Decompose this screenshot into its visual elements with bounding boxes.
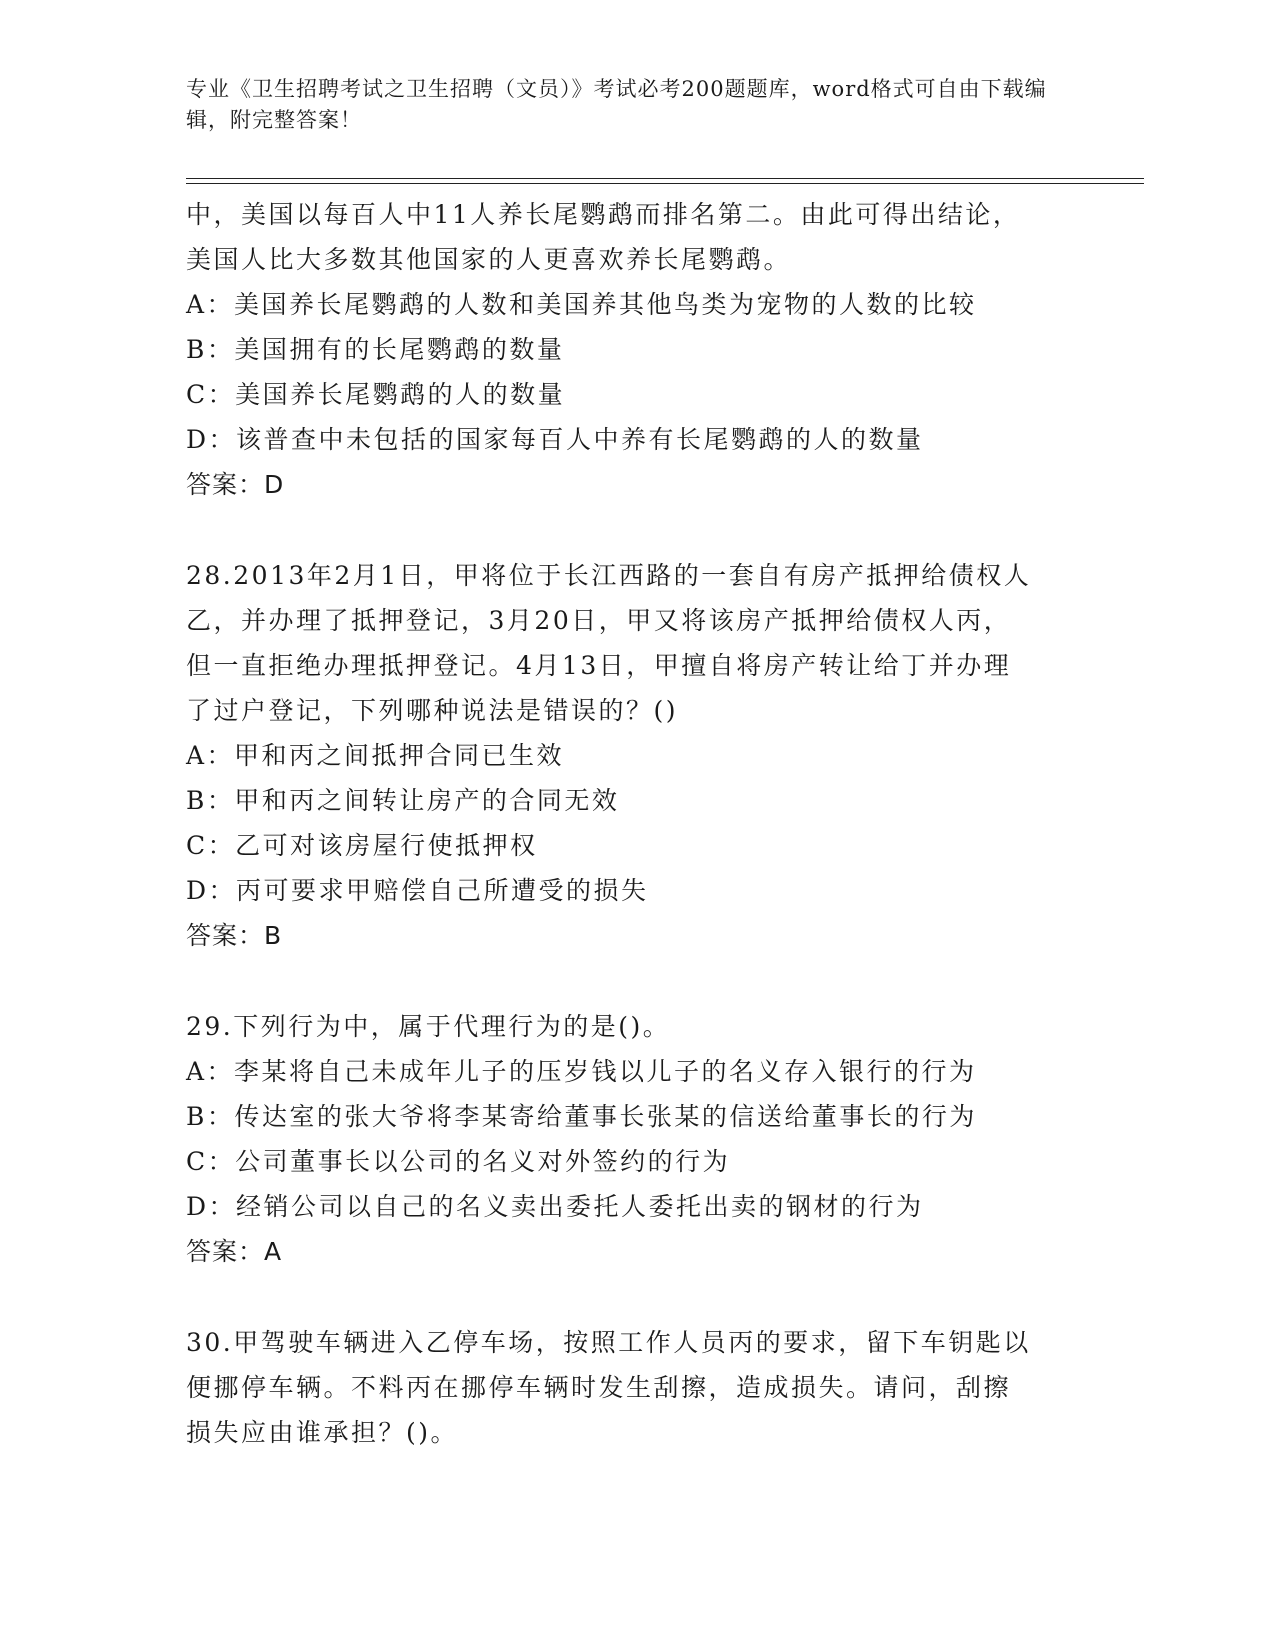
header-divider-bottom [186,183,1144,184]
question-stem-line: 28.2013年2月1日，甲将位于长江西路的一套自有房产抵押给债权人 [186,561,1032,590]
answer-line: 答案：B [186,921,283,950]
header-divider-top [186,178,1144,179]
question-27-continuation [186,192,1086,507]
question-stem-line: 美国人比大多数其他国家的人更喜欢养长尾鹦鹉。 [186,245,792,274]
option-b: B：甲和丙之间转让房产的合同无效 [186,786,620,815]
question-stem-line: 损失应由谁承担？()。 [186,1418,459,1447]
option-d: D：经销公司以自己的名义卖出委托人委托出卖的钢材的行为 [186,1192,924,1221]
question-stem-line: 但一直拒绝办理抵押登记。4月13日，甲擅自将房产转让给丁并办理 [186,651,1012,680]
option-c: C：美国养长尾鹦鹉的人的数量 [186,380,566,409]
question-stem-line: 中，美国以每百人中11人养长尾鹦鹉而排名第二。由此可得出结论， [186,200,1021,229]
option-a: A：甲和丙之间抵押合同已生效 [186,741,565,770]
question-stem-line: 了过户登记，下列哪种说法是错误的？() [186,696,679,725]
option-a: A：李某将自己未成年儿子的压岁钱以儿子的名义存入银行的行为 [186,1057,977,1086]
question-content [186,192,1086,1455]
question-stem-line: 便挪停车辆。不料丙在挪停车辆时发生刮擦，造成损失。请问，刮擦 [186,1373,1012,1402]
question-29 [186,1004,1086,1274]
option-d: D：该普查中未包括的国家每百人中养有长尾鹦鹉的人的数量 [186,425,924,454]
option-d: D：丙可要求甲赔偿自己所遭受的损失 [186,876,649,905]
option-c: C：公司董事长以公司的名义对外签约的行为 [186,1147,731,1176]
option-b: B：美国拥有的长尾鹦鹉的数量 [186,335,565,364]
question-stem-line: 30.甲驾驶车辆进入乙停车场，按照工作人员丙的要求，留下车钥匙以 [186,1328,1031,1357]
option-a: A：美国养长尾鹦鹉的人数和美国养其他鸟类为宠物的人数的比较 [186,290,977,319]
option-c: C：乙可对该房屋行使抵押权 [186,831,538,860]
question-stem-line: 乙，并办理了抵押登记，3月20日，甲又将该房产抵押给债权人丙， [186,606,1012,635]
option-b: B：传达室的张大爷将李某寄给董事长张某的信送给董事长的行为 [186,1102,977,1131]
answer-line: 答案：A [186,1237,283,1266]
question-30 [186,1320,1086,1455]
question-stem-line: 29.下列行为中，属于代理行为的是()。 [186,1012,671,1041]
answer-line: 答案：D [186,470,285,499]
question-28 [186,553,1086,958]
document-header: 专业《卫生招聘考试之卫生招聘（文员）》考试必考200题题库，word格式可自由下载编辑，附完整答案！ [186,77,1047,132]
